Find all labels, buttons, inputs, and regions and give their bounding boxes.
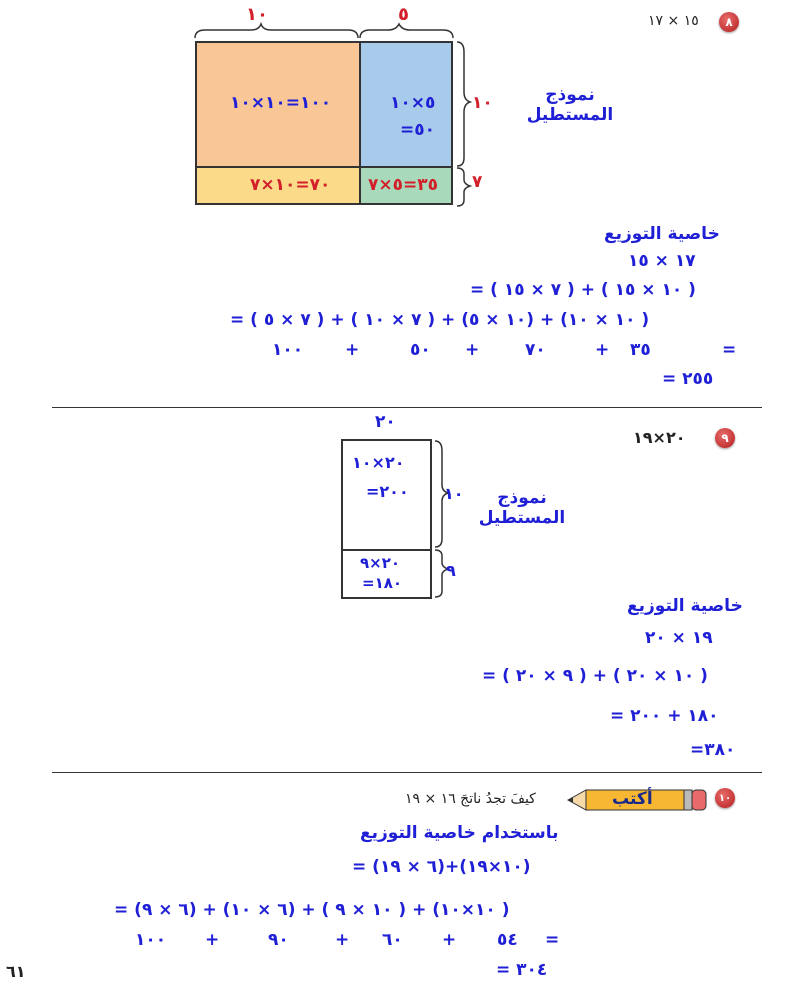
method-title: باستخدام خاصية التوزيع <box>360 823 559 843</box>
distributive-title: خاصية التوزيع <box>627 596 743 616</box>
area-product-text: =٥٠ <box>400 120 436 140</box>
sum-term: ٩٠ <box>268 930 289 950</box>
model-label-line: نموذج <box>497 488 547 508</box>
problem-number: ١٠ <box>718 792 732 804</box>
area-product-text: ٢٠×٩ <box>360 554 401 572</box>
model-label-line: المستطيل <box>478 508 566 529</box>
problem-number-badge <box>715 428 735 448</box>
sum-term: ٦٠ <box>382 930 403 950</box>
sum-term: ١٠٠ <box>135 930 167 950</box>
area-product-text: ١٠٠=١٠×١٠ <box>230 93 332 113</box>
equation-line: = (٦ × ١٩)+(١٠×١٩) <box>352 857 531 877</box>
sum-term: ٥٠ <box>410 340 431 360</box>
dimension-label: ٧ <box>472 172 483 192</box>
sum-operator: + <box>442 930 457 950</box>
problem-expression: ١٥ × ١٧ <box>648 13 699 29</box>
section-divider <box>52 772 762 773</box>
area-product-text: =١٨٠ <box>362 574 403 592</box>
equation-line: =٣٨٠ <box>690 740 736 760</box>
equation-line: = ٣٠٤ <box>496 960 548 980</box>
dimension-label: ١٠ <box>246 4 268 25</box>
sum-term: ١٠٠ <box>272 340 304 360</box>
dimension-label: ٥ <box>398 4 409 25</box>
model-label-line: نموذج <box>545 85 595 105</box>
distributive-title: خاصية التوزيع <box>604 224 720 244</box>
dimension-label: ١٠ <box>472 93 493 113</box>
problem-prompt: كيفَ تجدُ ناتجَ ١٦ × ١٩ <box>405 791 536 807</box>
equation-line: = ( ٧ × ١٥ ) + ( ١٠ × ١٥ ) <box>470 280 696 300</box>
problem-number-badge <box>715 788 735 808</box>
area-product-text: =٢٠٠ <box>366 482 409 501</box>
model-label <box>520 85 620 126</box>
area-product-text: ٥×١٠ <box>390 93 436 113</box>
sum-operator: + <box>465 340 480 360</box>
equation-line: = ٢٥٥ <box>662 369 714 389</box>
area-product-text: ٢٠×١٠ <box>352 453 405 472</box>
problem-number-badge <box>719 12 739 32</box>
equation-line: = <box>545 930 560 950</box>
equation-line: = ( ٩ × ٢٠ ) + ( ١٠ × ٢٠ ) <box>482 666 708 686</box>
sum-term: ٣٥ <box>630 340 651 360</box>
model-label <box>472 488 572 529</box>
sum-term: ٧٠ <box>525 340 546 360</box>
equation-line: ١٩ × ٢٠ <box>645 628 713 648</box>
problem-expression: ٢٠×١٩ <box>633 428 686 447</box>
equation-line: ١٧ × ١٥ <box>628 251 696 271</box>
area-product-text: ٣٥=٥×٧ <box>368 175 439 195</box>
equation-line: = ( ٧ × ٥ ) + ( ٧ × ١٠ ) + (١٠ × ٥) + (١٠ × ١٠ ) <box>230 310 650 330</box>
sum-operator: + <box>205 930 220 950</box>
sum-operator: + <box>335 930 350 950</box>
page-number: ٦١ <box>6 962 26 981</box>
write-label: أكتب <box>612 789 653 809</box>
equation-line: = (٦ × ٩) + (٦ × ١٠) + ( ١٠ × ٩ ) + (١٠×١٠ ) <box>114 900 510 920</box>
sum-operator: + <box>345 340 360 360</box>
sum-term: ٥٤ <box>497 930 518 950</box>
dimension-label: ٩ <box>446 561 456 580</box>
dimension-label: ١٠ <box>444 484 464 503</box>
area-product-text: ٧٠=١٠×٧ <box>250 175 331 195</box>
model-label-line: المستطيل <box>526 105 614 126</box>
equation-line: = ١٨٠ + ٢٠٠ <box>610 706 719 726</box>
section-divider <box>52 407 762 408</box>
top-brace <box>193 22 458 42</box>
dimension-label: ٢٠ <box>375 412 396 432</box>
problem-number: ٨ <box>725 15 733 29</box>
sum-operator: + <box>595 340 610 360</box>
problem-number: ٩ <box>721 431 729 445</box>
equation-line: = <box>722 340 737 360</box>
